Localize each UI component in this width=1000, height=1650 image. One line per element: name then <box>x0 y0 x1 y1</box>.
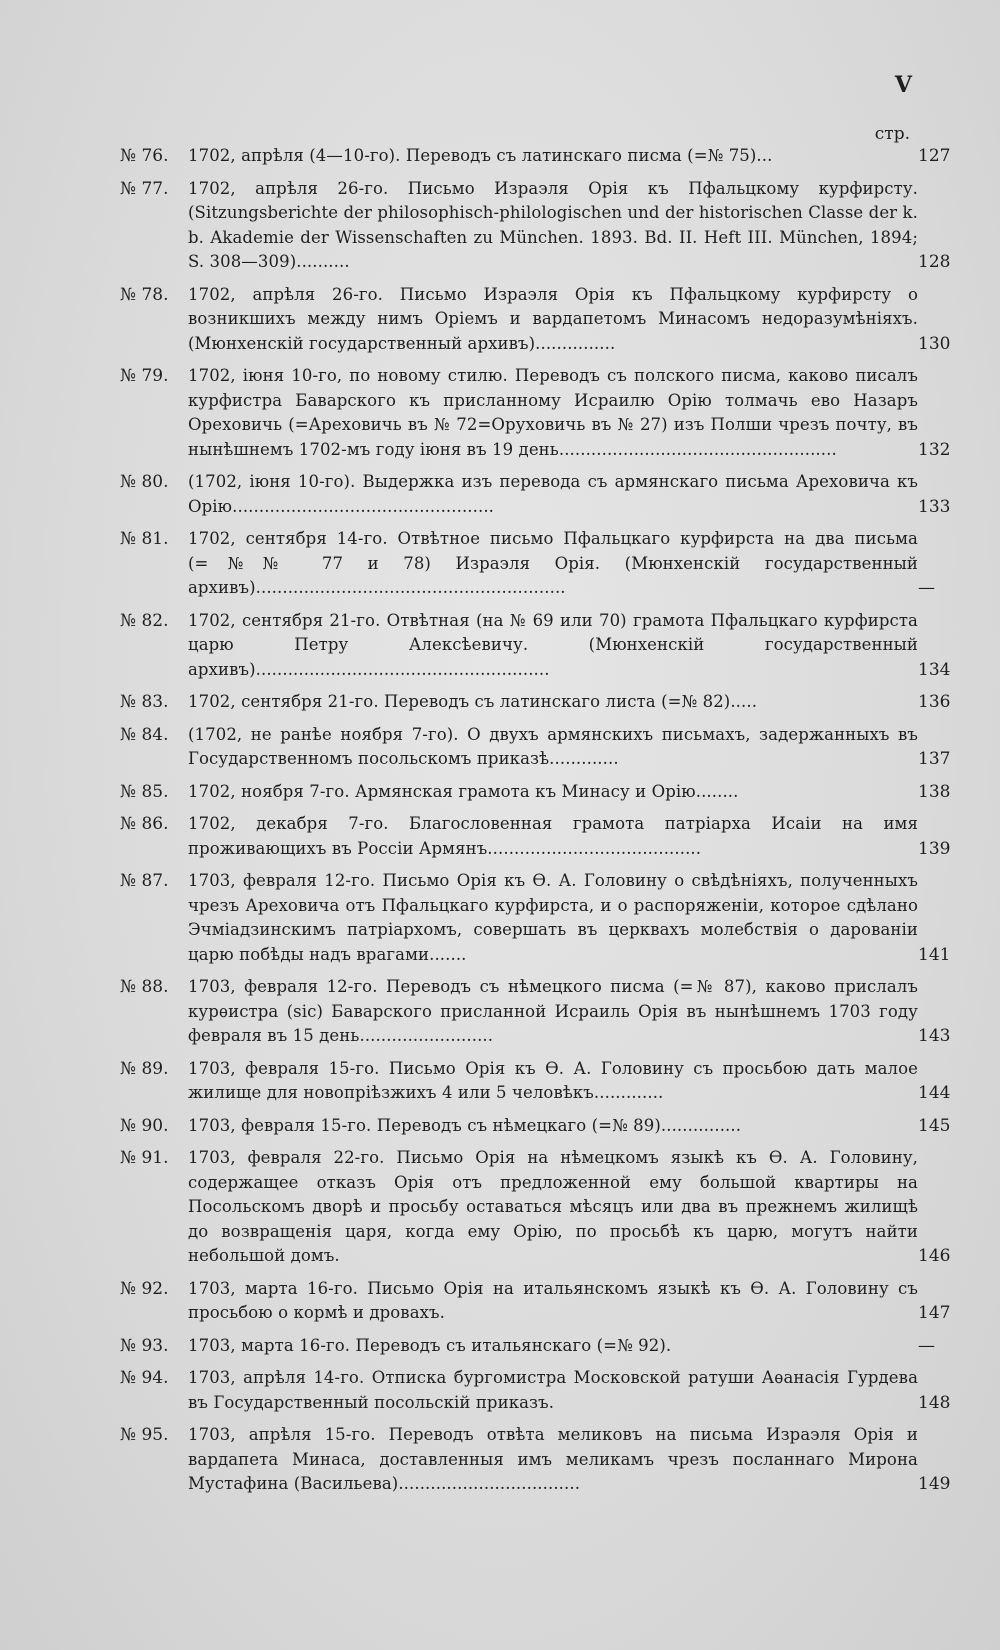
toc-entry <box>120 1057 951 1106</box>
table-of-contents <box>120 144 951 1505</box>
entry-number: № 79. <box>120 366 169 386</box>
entry-page: 149 <box>918 1474 951 1494</box>
entry-page: 143 <box>918 1026 951 1046</box>
entry-description: 1703, февраля 12-го. Письмо Орія къ Ѳ. А. Головину о свѣдѣніяхъ, полученныхъ чрезъ Ареховича отъ Пфальцкаго курфирста, и о распоряженіи, которое сдѣлано Эчміадзинскимъ патріархомъ, совершать въ церквахъ молебствія о дарованіи царю побѣды надъ врагами....... <box>188 871 918 964</box>
entry-description: 1702, апрѣля 26-го. Письмо Израэля Орія къ Пфальцкому курфирсту о возникшихъ между нимъ Оріемъ и вардапетомъ Минасомъ недоразумѣніяхъ. (Мюнхенскій государственный архивъ)............... <box>188 284 918 353</box>
toc-entry <box>120 609 951 683</box>
toc-entry <box>120 1334 935 1359</box>
entry-number: № 93. <box>120 1335 169 1356</box>
entry-description: 1702, декабря 7-го. Благословенная грамота патріарха Исаіи на имя проживающихъ въ Россіи Армянъ........................................ <box>188 814 918 858</box>
entry-page: 130 <box>918 333 951 354</box>
entry-number: № 87. <box>120 871 169 891</box>
entry-number: № 83. <box>120 692 169 712</box>
entry-number: № 88. <box>120 977 169 997</box>
toc-entry <box>120 144 951 169</box>
toc-entry <box>120 1366 951 1415</box>
entry-description: 1702, апрѣля 26-го. Письмо Израэля Орія къ Пфальцкому курфирсту. (Sitzungsberichte der philosophisch-philologischen und der historischen Classe der k. b. Akademie der Wissenschaften zu München. 1893. Bd. II. Heft III. München, 1894; S. 308—309).......... <box>188 178 918 271</box>
toc-entry <box>120 869 951 967</box>
entry-page: 128 <box>918 252 951 272</box>
entry-page: 144 <box>918 1083 951 1103</box>
entry-number: № 76. <box>120 146 169 166</box>
toc-entry <box>120 1114 951 1139</box>
entry-description: 1703, апрѣля 15-го. Переводъ отвѣта меликовъ на письма Израэля Орія и вардапета Минаса, доставленныя имъ меликамъ чрезъ посланнаго Мирона Мустафина (Васильева).................................. <box>188 1425 918 1493</box>
entry-page: 132 <box>918 439 951 460</box>
entry-page: 137 <box>918 749 951 769</box>
entry-number: № 77. <box>120 178 169 199</box>
entry-number: № 85. <box>120 781 169 802</box>
entry-page: 133 <box>918 496 951 517</box>
entry-page: 138 <box>918 781 951 802</box>
entry-page: — <box>918 1335 935 1356</box>
entry-description: 1703, февраля 12-го. Переводъ съ нѣмецкого писма (=№ 87), каково прислалъ курѳистра (sic) Баварского присланной Исраиль Орія въ нынѣшнемъ 1703 году февраля въ 15 день......................... <box>188 977 918 1045</box>
entry-page: 136 <box>918 692 951 712</box>
entry-number: № 82. <box>120 610 169 631</box>
entry-number: № 89. <box>120 1058 169 1079</box>
entry-page: — <box>918 578 935 598</box>
entry-description: 1702, сентября 21-го. Отвѣтная (на № 69 или 70) грамота Пфальцкаго курфирста царю Петру Алексѣевичу. (Мюнхенскій государственный архивъ)....................................................... <box>188 610 918 679</box>
entry-description: 1703, февраля 22-го. Письмо Орія на нѣмецкомъ языкѣ къ Ѳ. А. Головину, содержащее отказъ Орія отъ предложенной ему большой квартиры на Посольскомъ дворѣ и просьбу оставаться мѣсяцъ или два въ прежнемъ жилищѣ до возвращенія царя, когда ему Орію, по просьбѣ къ царю, могутъ найти небольшой домъ. <box>188 1148 918 1265</box>
entry-description: 1702, апрѣля (4—10-го). Переводъ съ латинскаго писма (=№ 75)... <box>188 146 773 165</box>
entry-number: № 86. <box>120 814 169 834</box>
entry-page: 148 <box>918 1392 951 1413</box>
toc-entry <box>120 177 951 275</box>
toc-entry <box>120 1423 951 1497</box>
entry-description: 1703, февраля 15-го. Письмо Орія къ Ѳ. А. Головину съ просьбою дать малое жилище для новопріѣзжихъ 4 или 5 человѣкъ............. <box>188 1058 918 1102</box>
toc-entry <box>120 527 935 601</box>
page-number: V <box>894 72 912 98</box>
toc-entry <box>120 1277 951 1326</box>
entry-description: (1702, не ранѣе ноября 7-го). О двухъ армянскихъ письмахъ, задержанныхъ въ Государственномъ посольскомъ приказѣ............. <box>188 724 918 768</box>
entry-number: № 94. <box>120 1368 169 1388</box>
entry-description: 1702, ноября 7-го. Армянская грамота къ Минасу и Орію........ <box>188 781 739 801</box>
entry-number: № 78. <box>120 284 169 305</box>
entry-number: № 81. <box>120 529 169 549</box>
entry-number: № 95. <box>120 1425 169 1445</box>
entry-description: 1702, сентября 21-го. Переводъ съ латинскаго листа (=№ 82)..... <box>188 692 758 711</box>
toc-entry <box>120 1146 951 1269</box>
entry-number: № 90. <box>120 1115 169 1136</box>
entry-number: № 80. <box>120 472 169 492</box>
entry-number: № 92. <box>120 1278 169 1299</box>
entry-page: 139 <box>918 838 951 859</box>
entry-page: 146 <box>918 1246 951 1266</box>
entry-description: 1703, марта 16-го. Письмо Орія на итальянскомъ языкѣ къ Ѳ. А. Головину съ просьбою о кормѣ и дровахъ. <box>188 1278 918 1322</box>
toc-entry <box>120 975 951 1049</box>
entry-description: 1703, февраля 15-го. Переводъ съ нѣмецкаго (=№ 89)............... <box>188 1115 742 1135</box>
toc-entry <box>120 364 951 462</box>
entry-description: 1702, сентября 14-го. Отвѣтное письмо Пфальцкаго курфирста на два письма (=№№ 77 и 78) Израэля Орія. (Мюнхенскій государственный архивъ).......................................................... <box>188 529 918 597</box>
entry-page: 141 <box>918 944 951 965</box>
entry-page: 145 <box>918 1115 951 1136</box>
entry-page: 147 <box>918 1303 951 1323</box>
toc-entry <box>120 470 951 519</box>
entry-page: 134 <box>918 659 951 680</box>
entry-description: 1703, марта 16-го. Переводъ съ итальянскаго (=№ 92). <box>188 1335 672 1355</box>
toc-entry <box>120 723 951 772</box>
toc-entry <box>120 690 951 715</box>
entry-number: № 84. <box>120 724 169 745</box>
toc-entry <box>120 812 951 861</box>
entry-number: № 91. <box>120 1148 169 1168</box>
toc-entry <box>120 283 951 357</box>
entry-description: 1702, іюня 10-го, по новому стилю. Переводъ съ полского писма, каково писалъ курфистра Баварского къ присланному Исраилю Орію толмачь ево Назаръ Ореховичь (=Ареховичь въ № 72=Оруховичь въ № 27) изъ Полши чрезъ почту, въ нынѣшнемъ 1702-мъ году іюня въ 19 день.................................................... <box>188 366 918 459</box>
entry-page: 127 <box>918 146 951 166</box>
toc-entry <box>120 780 951 805</box>
page-column-label: стр. <box>874 124 910 144</box>
entry-description: 1703, апрѣля 14-го. Отписка бургомистра Московской ратуши Аѳанасія Гурдева въ Государственный посольскій приказъ. <box>188 1368 918 1412</box>
entry-description: (1702, іюня 10-го). Выдержка изъ перевода съ армянскаго письма Ареховича къ Орію................................................. <box>188 472 918 516</box>
